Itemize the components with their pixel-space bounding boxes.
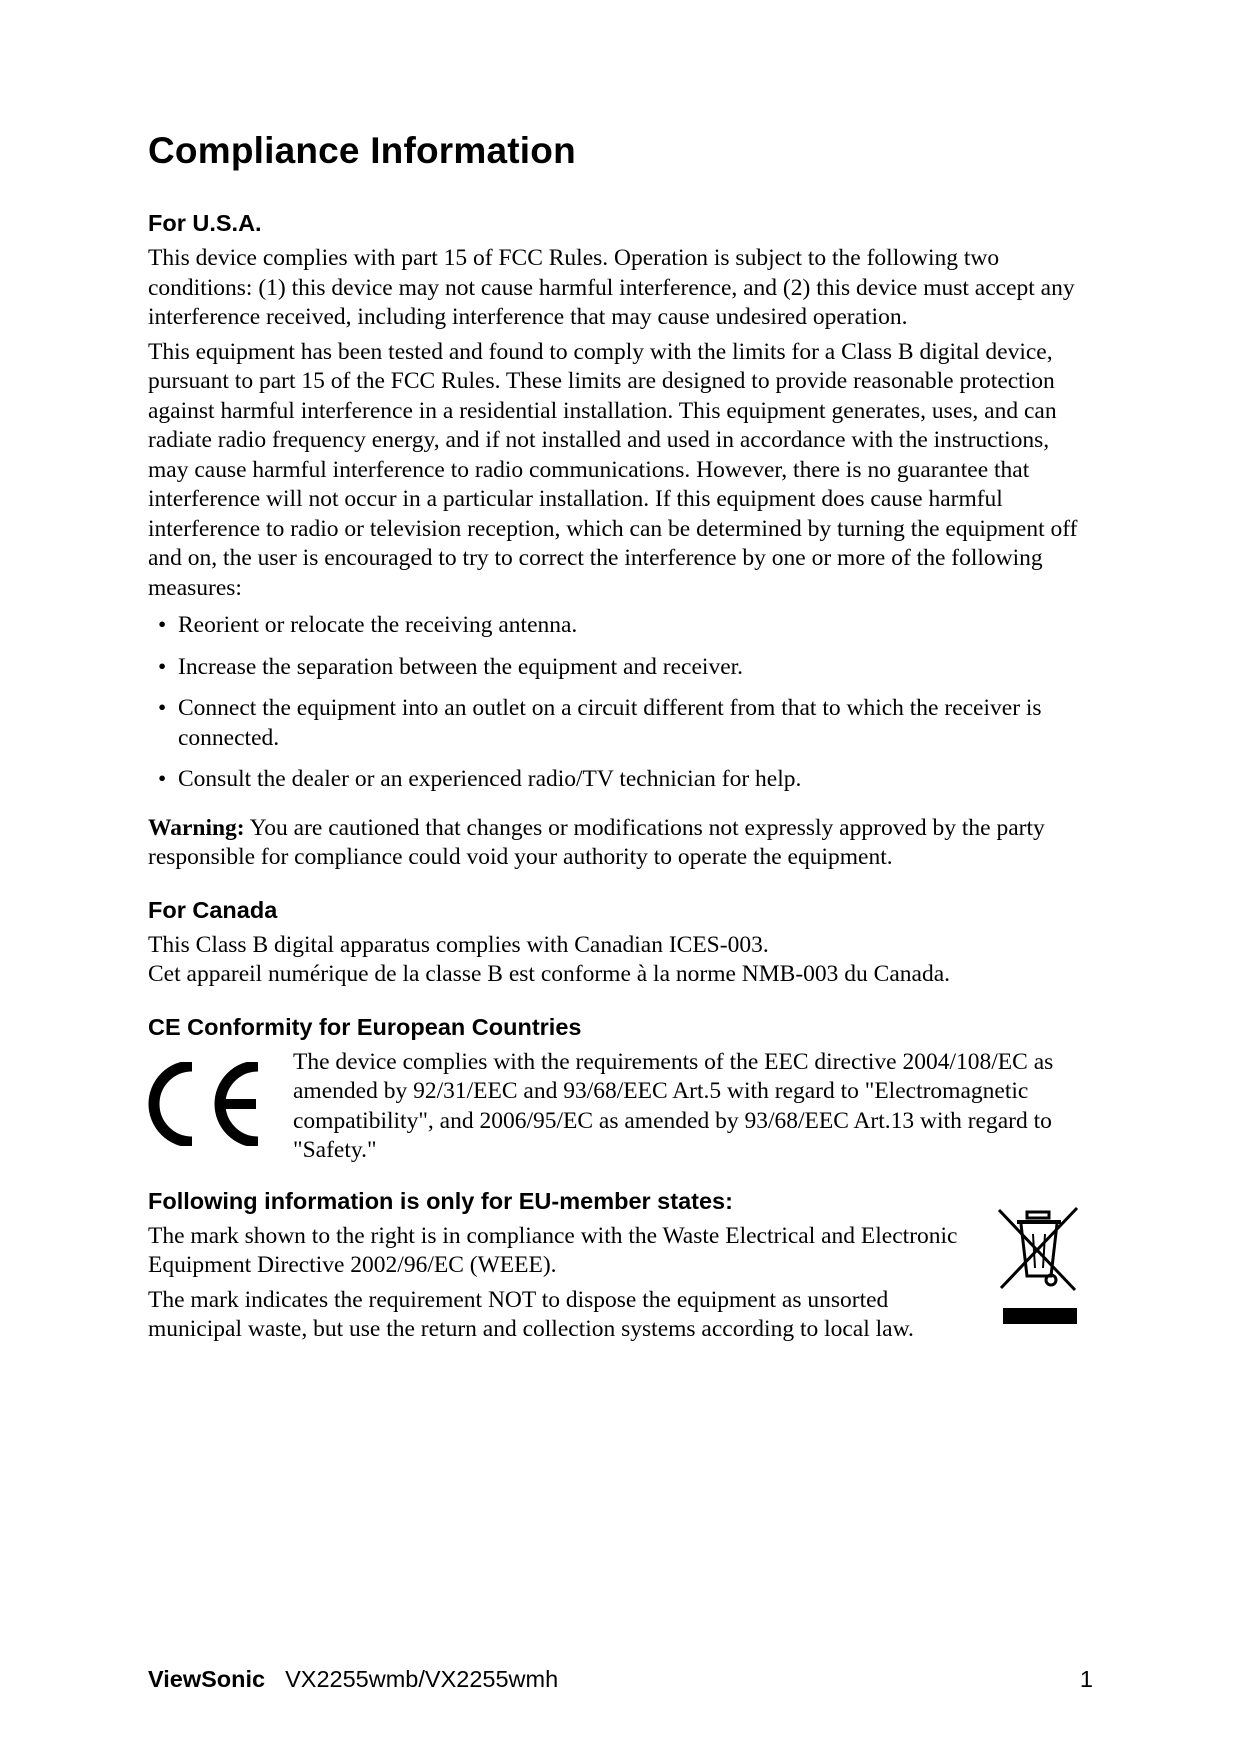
list-item: • Connect the equipment into an outlet on a circuit different from that to which the receiver is connected. <box>158 695 1042 751</box>
bullet-icon: • <box>158 653 167 680</box>
list-item: • Reorient or relocate the receiving antenna. <box>148 611 1093 641</box>
list-item: • Consult the dealer or an experienced radio/TV technician for help. <box>148 765 1093 795</box>
usa-section <box>148 210 1093 873</box>
canada-section <box>148 897 1093 990</box>
usa-paragraph-2: This equipment has been tested and found to comply with the limits for a Class B digital device, pursuant to part 15 of the FCC Rules. These limits are designed to provide reasonable protection against harmful interference in a residential installation. This equipment generates, uses, and can radiate radio frequency energy, and if not installed and used in accordance with the instructions, may cause harmful interference to radio communications. However, there is no guarantee that interference will not occur in a particular installation. If this equipment does cause harmful interference to radio or television reception, which can be determined by turning the equipment off and on, the user is encouraged to try to correct the interference by one or more of the following measures: <box>148 338 1078 601</box>
usa-paragraph-1: This device complies with part 15 of FCC Rules. Operation is subject to the following two conditions: (1) this device may not cause harmful interference, and (2) this device must accept any interference received, including interference that may cause undesired operation. <box>148 245 1075 330</box>
eu-paragraph-1: The mark shown to the right is in compliance with the Waste Electrical and Electronic Equipment Directive 2002/96/EC (WEEE). <box>148 1222 958 1278</box>
ce-heading: CE Conformity for European Countries <box>148 1013 582 1040</box>
page-title: Compliance Information <box>148 130 576 171</box>
warning-paragraph <box>148 814 1093 873</box>
weee-crossed-bin-icon <box>993 1204 1093 1334</box>
footer-brand: ViewSonic <box>148 1666 266 1692</box>
page-number: 1 <box>1079 1666 1093 1692</box>
bullet-icon: • <box>158 766 167 792</box>
canada-line-2: Cet appareil numérique de la classe B est conforme à la norme NMB-003 du Canada. <box>148 961 951 987</box>
warning-text: You are cautioned that changes or modifications not expressly approved by the party responsible for compliance could void your authority to operate the equipment. <box>148 814 1045 870</box>
footer-model: VX2255wmb/VX2255wmh <box>285 1666 559 1692</box>
ce-text: The device complies with the requirements of the EEC directive 2004/108/EC as amended by 92/31/EEC and 93/68/EEC Art.5 with regard to "Electromagnetic compatibility", and 2006/95/EC as amended by 93/68/EEC Art.13 with regard to "Safety." <box>293 1048 1054 1163</box>
eu-section <box>148 1188 1093 1345</box>
ce-section <box>148 1014 1093 1166</box>
ce-mark-icon <box>148 1048 293 1151</box>
bullet-icon: • <box>158 695 167 721</box>
eu-paragraph-2: The mark indicates the requirement NOT to dispose the equipment as unsorted municipal waste, but use the return and collection systems according to local law. <box>148 1286 914 1342</box>
measures-list <box>148 611 1093 795</box>
list-item: • Increase the separation between the equipment and receiver. <box>148 653 1093 683</box>
document-page <box>148 130 1093 1345</box>
bullet-icon: • <box>158 612 167 638</box>
canada-line-1: This Class B digital apparatus complies with Canadian ICES-003. <box>148 931 769 958</box>
usa-heading: For U.S.A. <box>148 210 262 236</box>
canada-heading: For Canada <box>148 896 278 923</box>
eu-heading: Following information is only for EU-member states: <box>148 1187 733 1214</box>
warning-label: Warning: <box>148 814 245 841</box>
page-footer <box>148 1666 1093 1696</box>
